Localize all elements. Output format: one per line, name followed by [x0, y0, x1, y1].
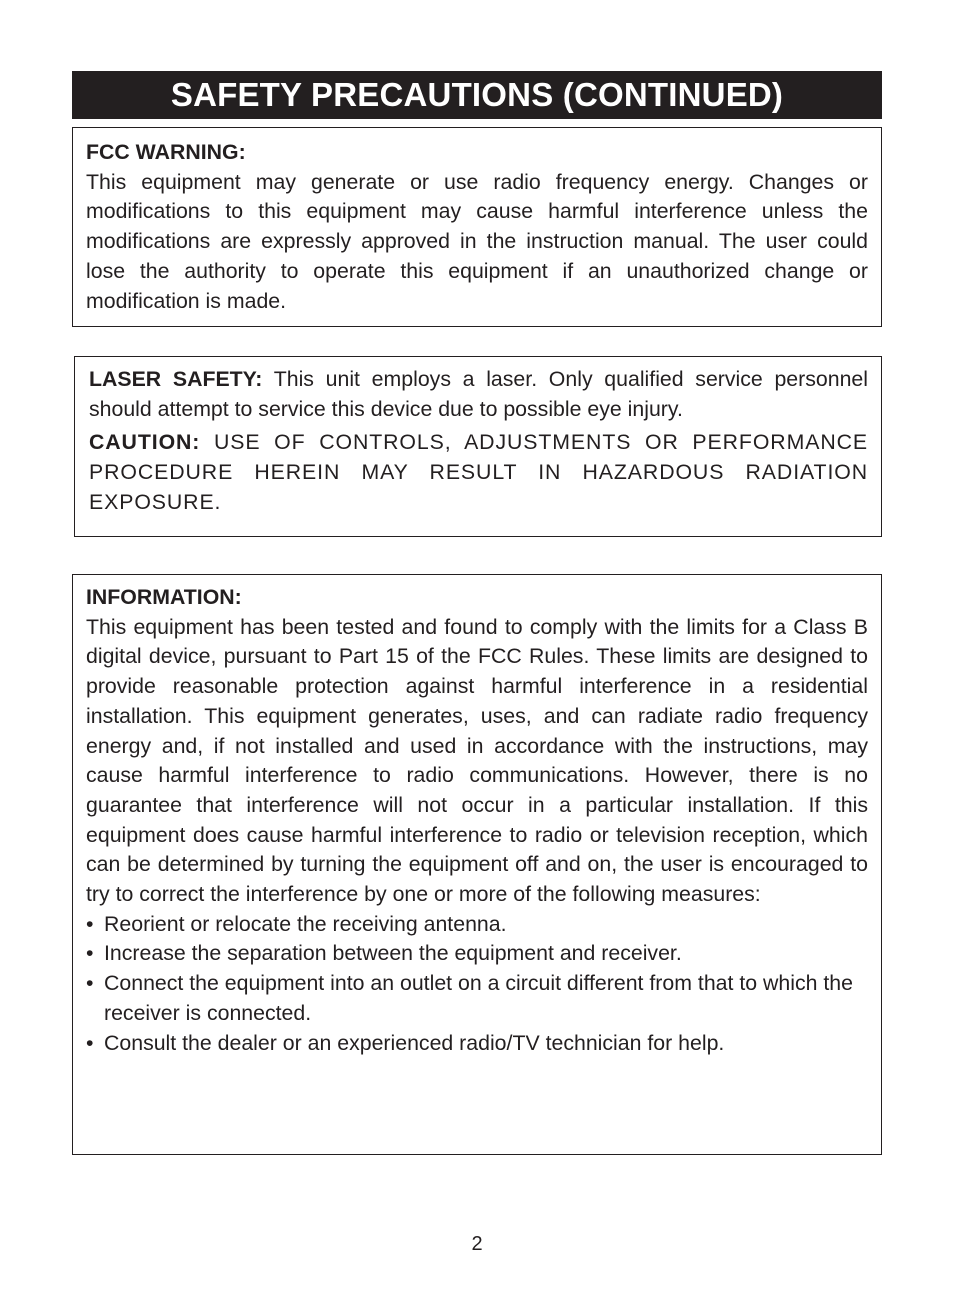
caution-text: USE OF CONTROLS, ADJUSTMENTS OR PERFORMANCE PROCEDURE HEREIN MAY RESULT IN HAZARDOUS RADIATION EXPOSURE.: [89, 430, 868, 514]
list-item: [86, 939, 868, 969]
fcc-warning-heading: FCC WARNING:: [86, 140, 246, 164]
caution-paragraph: [89, 428, 868, 517]
fcc-warning-text: This equipment may generate or use radio frequency energy. Changes or modifications to this equipment may cause harmful interference unless the modifications are expressly approved in the instruction manual. The user could lose the authority to operate this equipment if an unauthorized change or modification is made.: [86, 169, 868, 313]
measure-text: Increase the separation between the equipment and receiver.: [104, 941, 682, 966]
bullet-icon: •: [86, 941, 94, 966]
measure-text: Consult the dealer or an experienced radio/TV technician for help.: [104, 1030, 725, 1055]
caution-heading: CAUTION:: [89, 430, 201, 455]
bullet-icon: •: [86, 1030, 94, 1055]
list-item: [86, 969, 868, 1028]
list-item: [86, 910, 868, 940]
measures-list: [86, 910, 868, 1059]
fcc-warning-box: [72, 127, 882, 327]
list-item: [86, 1029, 868, 1059]
bullet-icon: •: [86, 911, 94, 936]
bullet-icon: •: [86, 971, 94, 996]
information-box: [72, 574, 882, 1155]
laser-safety-text: This unit employs a laser. Only qualified service personnel should attempt to service this device due to possible eye injury.: [89, 367, 868, 421]
measure-text: Connect the equipment into an outlet on a circuit different from that to which the receiver is connected.: [104, 971, 853, 1025]
laser-safety-paragraph: [89, 365, 868, 424]
measure-text: Reorient or relocate the receiving antenna.: [104, 911, 507, 936]
page-title: SAFETY PRECAUTIONS (CONTINUED): [72, 71, 882, 119]
information-text: This equipment has been tested and found to comply with the limits for a Class B digital device, pursuant to Part 15 of the FCC Rules. These limits are designed to provide reasonable protection against harmful interference in a residential installation. This equipment generates, uses, and can radiate radio frequency energy and, if not installed and used in accordance with the instructions, may cause harmful interference to radio communications. However, there is no guarantee that interference will not occur in a particular installation. If this equipment does cause harmful interference to radio or television reception, which can be determined by turning the equipment off and on, the user is encouraged to try to correct the interference by one or more of the following measures:: [86, 614, 868, 907]
information-heading: INFORMATION:: [86, 585, 242, 609]
laser-safety-box: [74, 356, 882, 537]
page-number: 2: [471, 1233, 483, 1255]
laser-safety-heading: LASER SAFETY:: [89, 367, 263, 391]
